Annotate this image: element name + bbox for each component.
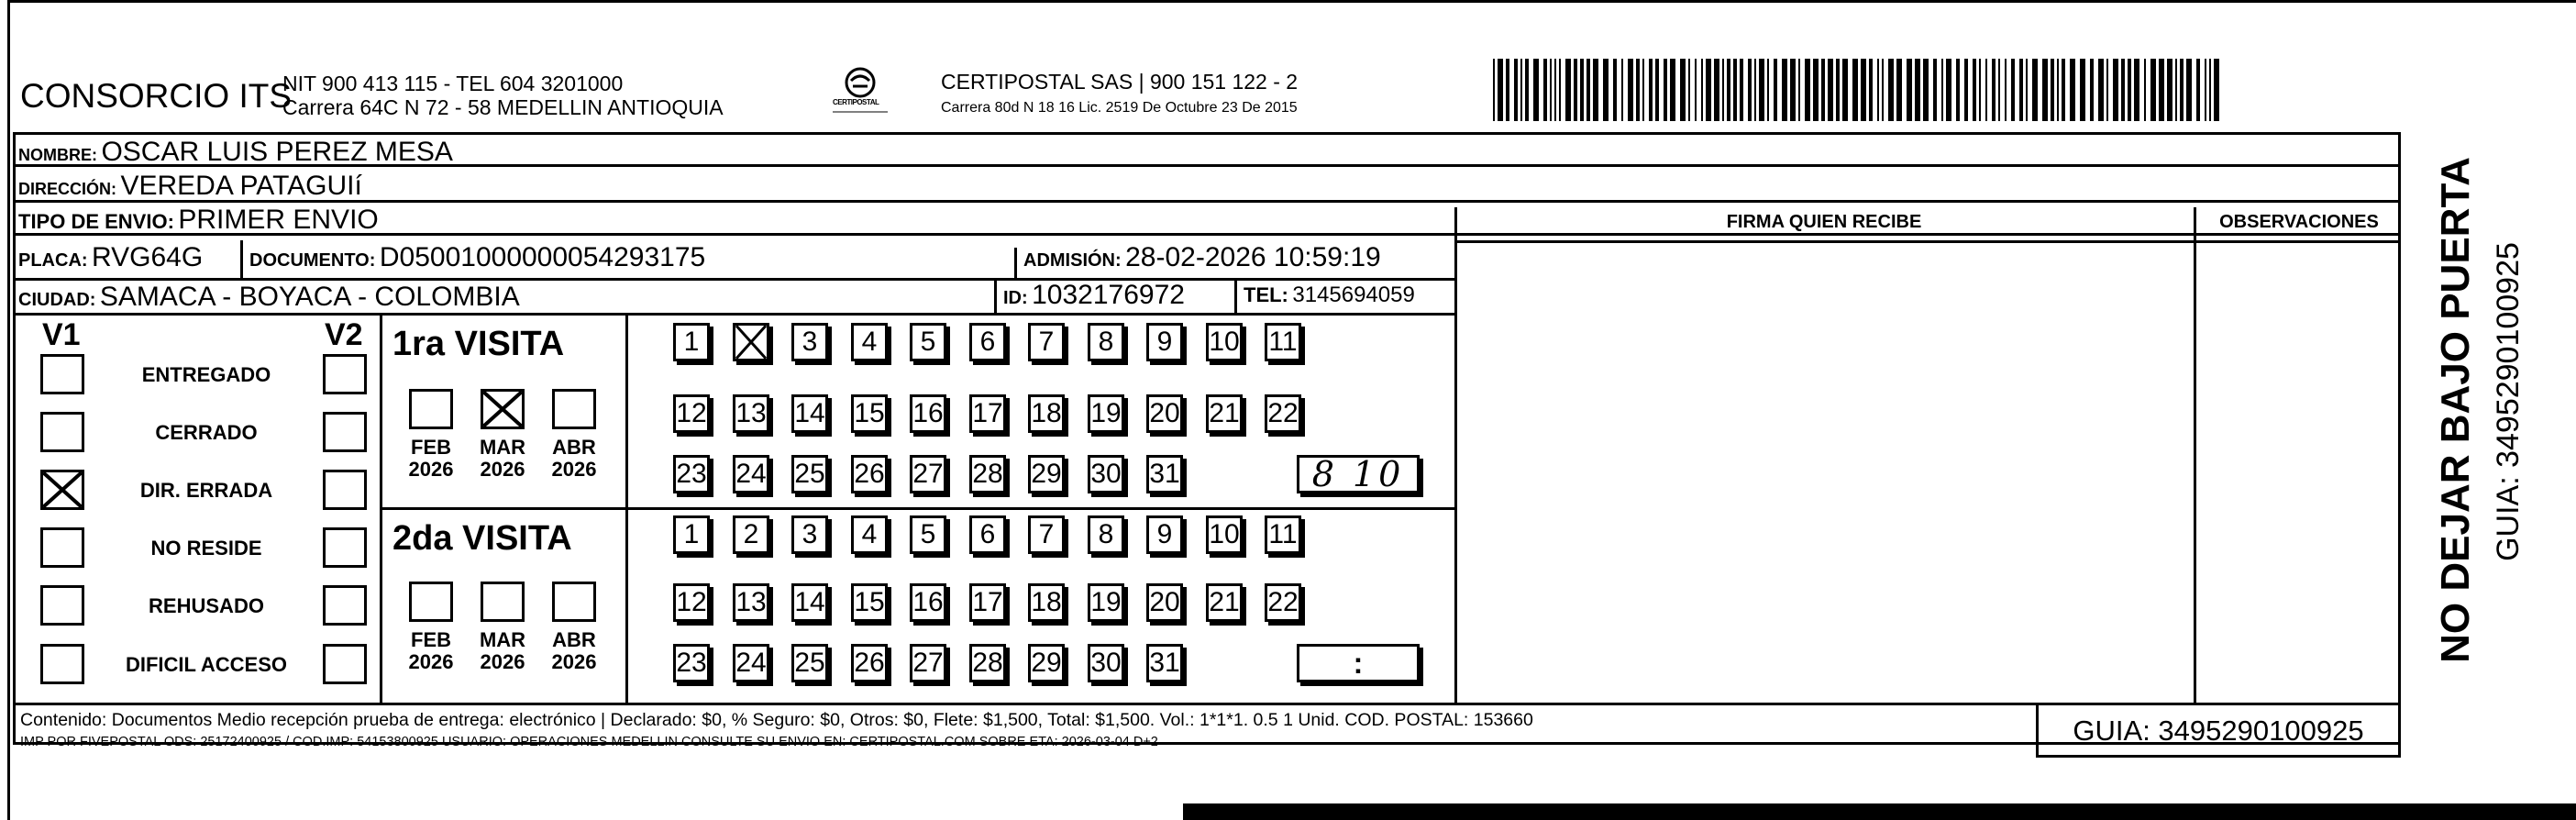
day-box[interactable]: 11 (1265, 515, 1301, 554)
visit2-title: 2da VISITA (392, 519, 572, 558)
barcode-bar (1628, 59, 1633, 121)
barcode-bar (2167, 59, 2172, 121)
barcode-bar (1664, 59, 1667, 121)
barcode-bar (1680, 59, 1686, 121)
barcode-bar (1896, 59, 1902, 121)
barcode-bar (2070, 59, 2075, 121)
barcode-bar (2032, 59, 2038, 121)
day-box[interactable]: 23 (673, 644, 710, 682)
barcode-bar (2113, 59, 2118, 121)
nombre-row (18, 139, 453, 166)
day-box[interactable]: 30 (1088, 455, 1124, 493)
barcode-bar (1574, 59, 1577, 121)
day-box[interactable]: 25 (791, 644, 828, 682)
barcode-bar (1520, 59, 1522, 121)
nombre-value: OSCAR LUIS PEREZ MESA (101, 137, 453, 167)
day-box[interactable]: 24 (733, 455, 769, 493)
barcode-bar (2150, 59, 2156, 121)
day-box[interactable]: 4 (851, 323, 888, 361)
barcode-bar (1506, 59, 1509, 121)
barcode-bar (2106, 59, 2108, 121)
day-box[interactable]: 26 (851, 455, 888, 493)
day-box[interactable]: 30 (1088, 644, 1124, 682)
company-nit: NIT 900 413 115 - TEL 604 3201000 (282, 72, 624, 95)
tipo-row (18, 206, 379, 234)
direccion-row (18, 172, 362, 200)
side-guia: GUIA: 3495290100925 (2491, 242, 2526, 561)
v2-checkbox[interactable] (323, 644, 367, 684)
tel-value: 3145694059 (1292, 283, 1415, 307)
barcode-bar (1877, 59, 1879, 121)
barcode-bar (1956, 59, 1960, 121)
barcode-bar (1790, 59, 1796, 121)
day-box[interactable]: 3 (791, 515, 828, 554)
barcode-bar (1587, 59, 1590, 121)
tel-field (1244, 284, 1415, 306)
day-box[interactable]: 1 (673, 323, 710, 361)
month-checkbox[interactable] (552, 582, 596, 622)
day-box[interactable]: 12 (673, 394, 710, 433)
barcode-bar (2175, 59, 2177, 121)
barcode-bar (2214, 59, 2219, 121)
month-name: ABR (552, 628, 596, 651)
barcode-bar (2057, 59, 2059, 121)
day-box[interactable]: 31 (1146, 644, 1183, 682)
barcode-bar (1805, 59, 1810, 121)
month-name: MAR (479, 628, 526, 651)
barcode-bar (1565, 59, 1571, 121)
day-box[interactable]: 15 (851, 394, 888, 433)
day-box[interactable]: 10 (1206, 323, 1243, 361)
day-box[interactable]: 7 (1028, 323, 1065, 361)
observations-area[interactable] (2199, 244, 2397, 701)
barcode-bar (2062, 59, 2065, 121)
day-box[interactable]: 31 (1146, 455, 1183, 493)
barcode-bar (2159, 59, 2164, 121)
company-name: CONSORCIO ITS (20, 77, 293, 115)
day-box[interactable]: 17 (969, 394, 1006, 433)
barcode-bar (1636, 59, 1640, 121)
month-label (394, 437, 468, 481)
day-box[interactable]: 16 (910, 583, 946, 622)
documento-field (249, 244, 705, 271)
barcode-bar (1714, 59, 1719, 121)
firma-header: FIRMA QUIEN RECIBE (1726, 212, 1922, 232)
tipo-label: TIPO DE ENVIO: (18, 210, 174, 233)
status-label: CERRADO (155, 421, 258, 444)
barcode-bar (2090, 59, 2094, 121)
visit2-time-box[interactable] (1297, 644, 1420, 682)
barcode-bar (1593, 59, 1598, 121)
placa-value: RVG64G (92, 242, 204, 272)
admision-field (1023, 244, 1381, 271)
barcode-bar (1998, 59, 2000, 121)
footer-guia: GUIA: 3495290100925 (2073, 714, 2364, 747)
day-box[interactable]: 18 (1028, 394, 1065, 433)
barcode-bar (1759, 59, 1764, 121)
barcode-bar (2144, 59, 2146, 121)
barcode-bar (2019, 59, 2023, 121)
barcode-bar (1701, 59, 1703, 121)
month-label (537, 629, 611, 673)
day-box[interactable]: 13 (733, 394, 769, 433)
day-box[interactable]: 20 (1146, 394, 1183, 433)
day-box[interactable] (733, 323, 769, 361)
barcode-bar (1754, 59, 1756, 121)
status-label: DIFICIL ACCESO (125, 653, 287, 676)
placa-field (18, 244, 203, 271)
v2-checkbox[interactable] (323, 527, 367, 568)
month-checkbox[interactable] (481, 389, 525, 429)
v2-header: V2 (325, 317, 363, 352)
v2-checkbox[interactable] (323, 412, 367, 452)
barcode-bar (1498, 59, 1503, 121)
barcode-bar (1774, 59, 1777, 121)
visit2-time: : (1353, 646, 1364, 680)
barcode-bar (1493, 59, 1495, 121)
month-label (394, 629, 468, 673)
barcode-bar (1722, 59, 1724, 121)
barcode-bar (1748, 59, 1752, 121)
ciudad-field (18, 283, 520, 311)
month-name: ABR (552, 436, 596, 459)
page-left-edge (7, 0, 10, 820)
barcode-bar (1852, 59, 1858, 121)
day-box[interactable]: 27 (910, 455, 946, 493)
barcode-bar (1621, 59, 1623, 121)
day-box[interactable]: 22 (1265, 394, 1301, 433)
barcode-bar (1543, 59, 1547, 121)
status-label: ENTREGADO (141, 363, 271, 386)
barcode (1493, 59, 2222, 121)
barcode-bar (1550, 59, 1552, 121)
signature-area[interactable] (1460, 244, 2190, 701)
barcode-bar (1964, 59, 1968, 121)
barcode-bar (1813, 59, 1819, 121)
day-box[interactable]: 19 (1088, 394, 1124, 433)
day-box[interactable]: 21 (1206, 583, 1243, 622)
day-box[interactable]: 13 (733, 583, 769, 622)
month-year: 2026 (480, 458, 525, 482)
v1-checkbox[interactable] (40, 354, 84, 394)
footer-imp: IMP POR FIVEPOSTAL ODS: 25172400925 / COD.IMP: 54153800925 USUARIO: OPERACIONES MEDELLIN CONSULTE SU ENVIO EN: CERTIPOSTAL.COM SOBRE ETA: 2026-03-04 D+2 (20, 735, 1158, 749)
barcode-bar (1915, 59, 1920, 121)
v1-checkbox[interactable] (40, 412, 84, 452)
side-warning: NO DEJAR BAJO PUERTA (2433, 157, 2478, 663)
barcode-bar (1869, 59, 1873, 121)
month-year: 2026 (408, 650, 454, 674)
barcode-bar (1861, 59, 1866, 121)
status-label: NO RESIDE (150, 537, 262, 560)
barcode-bar (1907, 59, 1912, 121)
barcode-bar (1559, 59, 1561, 121)
ciudad-label: CIUDAD: (18, 290, 96, 310)
documento-label: DOCUMENTO: (249, 250, 376, 271)
barcode-bar (1992, 59, 1996, 121)
barcode-bar (2180, 59, 2184, 121)
barcode-bar (1979, 59, 1981, 121)
day-box[interactable]: 29 (1028, 455, 1065, 493)
observaciones-header: OBSERVACIONES (2219, 212, 2379, 232)
barcode-bar (1798, 59, 1800, 121)
day-box[interactable]: 5 (910, 323, 946, 361)
barcode-bar (1842, 59, 1848, 121)
footer-contenido: Contenido: Documentos Medio recepción prueba de entrega: electrónico | Declarado: $0, % Seguro: $0, Otros: $0, Flete: $1,500, Total: $1,500. Vol.: 1*1*1. 0.5 1 Unid. COD. POSTAL: 153660 (20, 710, 1533, 730)
barcode-bar (2121, 59, 2125, 121)
barcode-bar (2026, 59, 2028, 121)
barcode-bar (1767, 59, 1769, 121)
day-box[interactable]: 19 (1088, 583, 1124, 622)
admision-label: ADMISIÓN: (1023, 250, 1122, 271)
barcode-bar (1514, 59, 1518, 121)
barcode-bar (1933, 59, 1937, 121)
month-name: MAR (479, 436, 526, 459)
barcode-bar (2051, 59, 2054, 121)
certipostal-logo (829, 64, 891, 119)
v2-checkbox[interactable] (323, 354, 367, 394)
day-box[interactable]: 15 (851, 583, 888, 622)
barcode-bar (2080, 59, 2085, 121)
day-box[interactable]: 6 (969, 323, 1006, 361)
barcode-bar (1706, 59, 1711, 121)
day-box[interactable]: 9 (1146, 515, 1183, 554)
day-box[interactable]: 24 (733, 644, 769, 682)
v2-checkbox[interactable] (323, 585, 367, 626)
month-checkbox[interactable] (552, 389, 596, 429)
direccion-value: VEREDA PATAGUIí (120, 171, 362, 201)
day-box[interactable]: 8 (1088, 323, 1124, 361)
company-address: Carrera 64C N 72 - 58 MEDELLIN ANTIOQUIA (282, 95, 724, 119)
barcode-bar (1836, 59, 1840, 121)
direccion-label: DIRECCIÓN: (18, 180, 116, 198)
barcode-bar (1688, 59, 1690, 121)
v1-checkbox[interactable] (40, 527, 84, 568)
day-box[interactable]: 28 (969, 455, 1006, 493)
day-box[interactable]: 29 (1028, 644, 1065, 682)
month-label (466, 629, 539, 673)
barcode-bar (2134, 59, 2139, 121)
barcode-bar (1828, 59, 1833, 121)
day-box[interactable]: 2 (733, 515, 769, 554)
month-label (537, 437, 611, 481)
day-box[interactable]: 25 (791, 455, 828, 493)
barcode-bar (1695, 59, 1697, 121)
day-box[interactable]: 11 (1265, 323, 1301, 361)
month-year: 2026 (480, 650, 525, 674)
month-name: FEB (411, 436, 451, 459)
logo-text: CERTIPOSTAL (833, 98, 879, 106)
barcode-bar (1554, 59, 1556, 121)
day-box[interactable]: 23 (673, 455, 710, 493)
month-year: 2026 (408, 458, 454, 482)
barcode-bar (1580, 59, 1584, 121)
day-box[interactable]: 7 (1028, 515, 1065, 554)
barcode-bar (1642, 59, 1644, 121)
day-box[interactable]: 14 (791, 394, 828, 433)
barcode-bar (1946, 59, 1951, 121)
day-box[interactable]: 10 (1206, 515, 1243, 554)
month-year: 2026 (551, 650, 597, 674)
id-label: ID: (1003, 288, 1028, 308)
carrier-name: CERTIPOSTAL SAS | 900 151 122 - 2 (941, 70, 1299, 94)
day-box[interactable]: 16 (910, 394, 946, 433)
scan-bottom-edge (1183, 803, 2576, 820)
id-field (1003, 282, 1185, 309)
v1-checkbox[interactable] (40, 585, 84, 626)
day-box[interactable]: 4 (851, 515, 888, 554)
v1-header: V1 (42, 317, 81, 352)
barcode-bar (1603, 59, 1609, 121)
month-name: FEB (411, 628, 451, 651)
day-box[interactable]: 6 (969, 515, 1006, 554)
visit1-time: 8 10 (1311, 454, 1405, 494)
visit1-time-box[interactable] (1297, 455, 1420, 493)
nombre-label: NOMBRE: (18, 146, 97, 164)
barcode-bar (1670, 59, 1675, 121)
v1-checkbox[interactable] (40, 470, 84, 510)
day-box[interactable]: 1 (673, 515, 710, 554)
barcode-bar (2209, 59, 2211, 121)
barcode-bar (1985, 59, 1987, 121)
barcode-bar (1655, 59, 1659, 121)
id-value: 1032176972 (1032, 280, 1185, 310)
barcode-bar (2098, 59, 2104, 121)
barcode-bar (2186, 59, 2192, 121)
day-box[interactable]: 21 (1206, 394, 1243, 433)
day-box[interactable]: 18 (1028, 583, 1065, 622)
barcode-bar (1613, 59, 1617, 121)
barcode-bar (2128, 59, 2131, 121)
month-year: 2026 (551, 458, 597, 482)
barcode-bar (1882, 59, 1884, 121)
barcode-bar (1973, 59, 1976, 121)
day-box[interactable]: 8 (1088, 515, 1124, 554)
status-label: REHUSADO (149, 594, 264, 617)
day-box[interactable]: 27 (910, 644, 946, 682)
day-box[interactable]: 22 (1265, 583, 1301, 622)
carrier-address: Carrera 80d N 18 16 Lic. 2519 De Octubre 23 De 2015 (941, 100, 1298, 116)
barcode-bar (1533, 59, 1539, 121)
barcode-bar (2011, 59, 2015, 121)
visit1-title: 1ra VISITA (392, 325, 565, 363)
barcode-bar (2042, 59, 2048, 121)
barcode-bar (1525, 59, 1529, 121)
month-label (466, 437, 539, 481)
month-checkbox[interactable] (481, 582, 525, 622)
documento-value: D05001000000054293175 (379, 242, 706, 272)
day-box[interactable]: 12 (673, 583, 710, 622)
tel-label: TEL: (1244, 283, 1288, 306)
barcode-bar (2196, 59, 2200, 121)
day-box[interactable]: 3 (791, 323, 828, 361)
footer-guia-box (2036, 703, 2401, 758)
day-box[interactable]: 28 (969, 644, 1006, 682)
v1-checkbox[interactable] (40, 644, 84, 684)
ciudad-value: SAMACA - BOYACA - COLOMBIA (99, 282, 520, 312)
day-box[interactable]: 17 (969, 583, 1006, 622)
barcode-bar (2005, 59, 2007, 121)
barcode-bar (1923, 59, 1929, 121)
barcode-bar (1782, 59, 1787, 121)
day-box[interactable]: 14 (791, 583, 828, 622)
tipo-value: PRIMER ENVIO (178, 205, 379, 235)
barcode-bar (2205, 59, 2206, 121)
status-label: DIR. ERRADA (139, 479, 273, 502)
placa-label: PLACA: (18, 250, 88, 271)
barcode-bar (1941, 59, 1943, 121)
barcode-bar (1727, 59, 1730, 121)
barcode-bar (1733, 59, 1737, 121)
barcode-bar (1821, 59, 1825, 121)
barcode-bar (1740, 59, 1743, 121)
barcode-bar (1888, 59, 1894, 121)
barcode-bar (1649, 59, 1653, 121)
month-checkbox[interactable] (409, 582, 453, 622)
month-checkbox[interactable] (409, 389, 453, 429)
v2-checkbox[interactable] (323, 470, 367, 510)
page-top-edge (7, 0, 2576, 3)
day-box[interactable]: 9 (1146, 323, 1183, 361)
day-box[interactable]: 26 (851, 644, 888, 682)
day-box[interactable]: 20 (1146, 583, 1183, 622)
day-box[interactable]: 5 (910, 515, 946, 554)
admision-value: 28-02-2026 10:59:19 (1125, 242, 1381, 272)
